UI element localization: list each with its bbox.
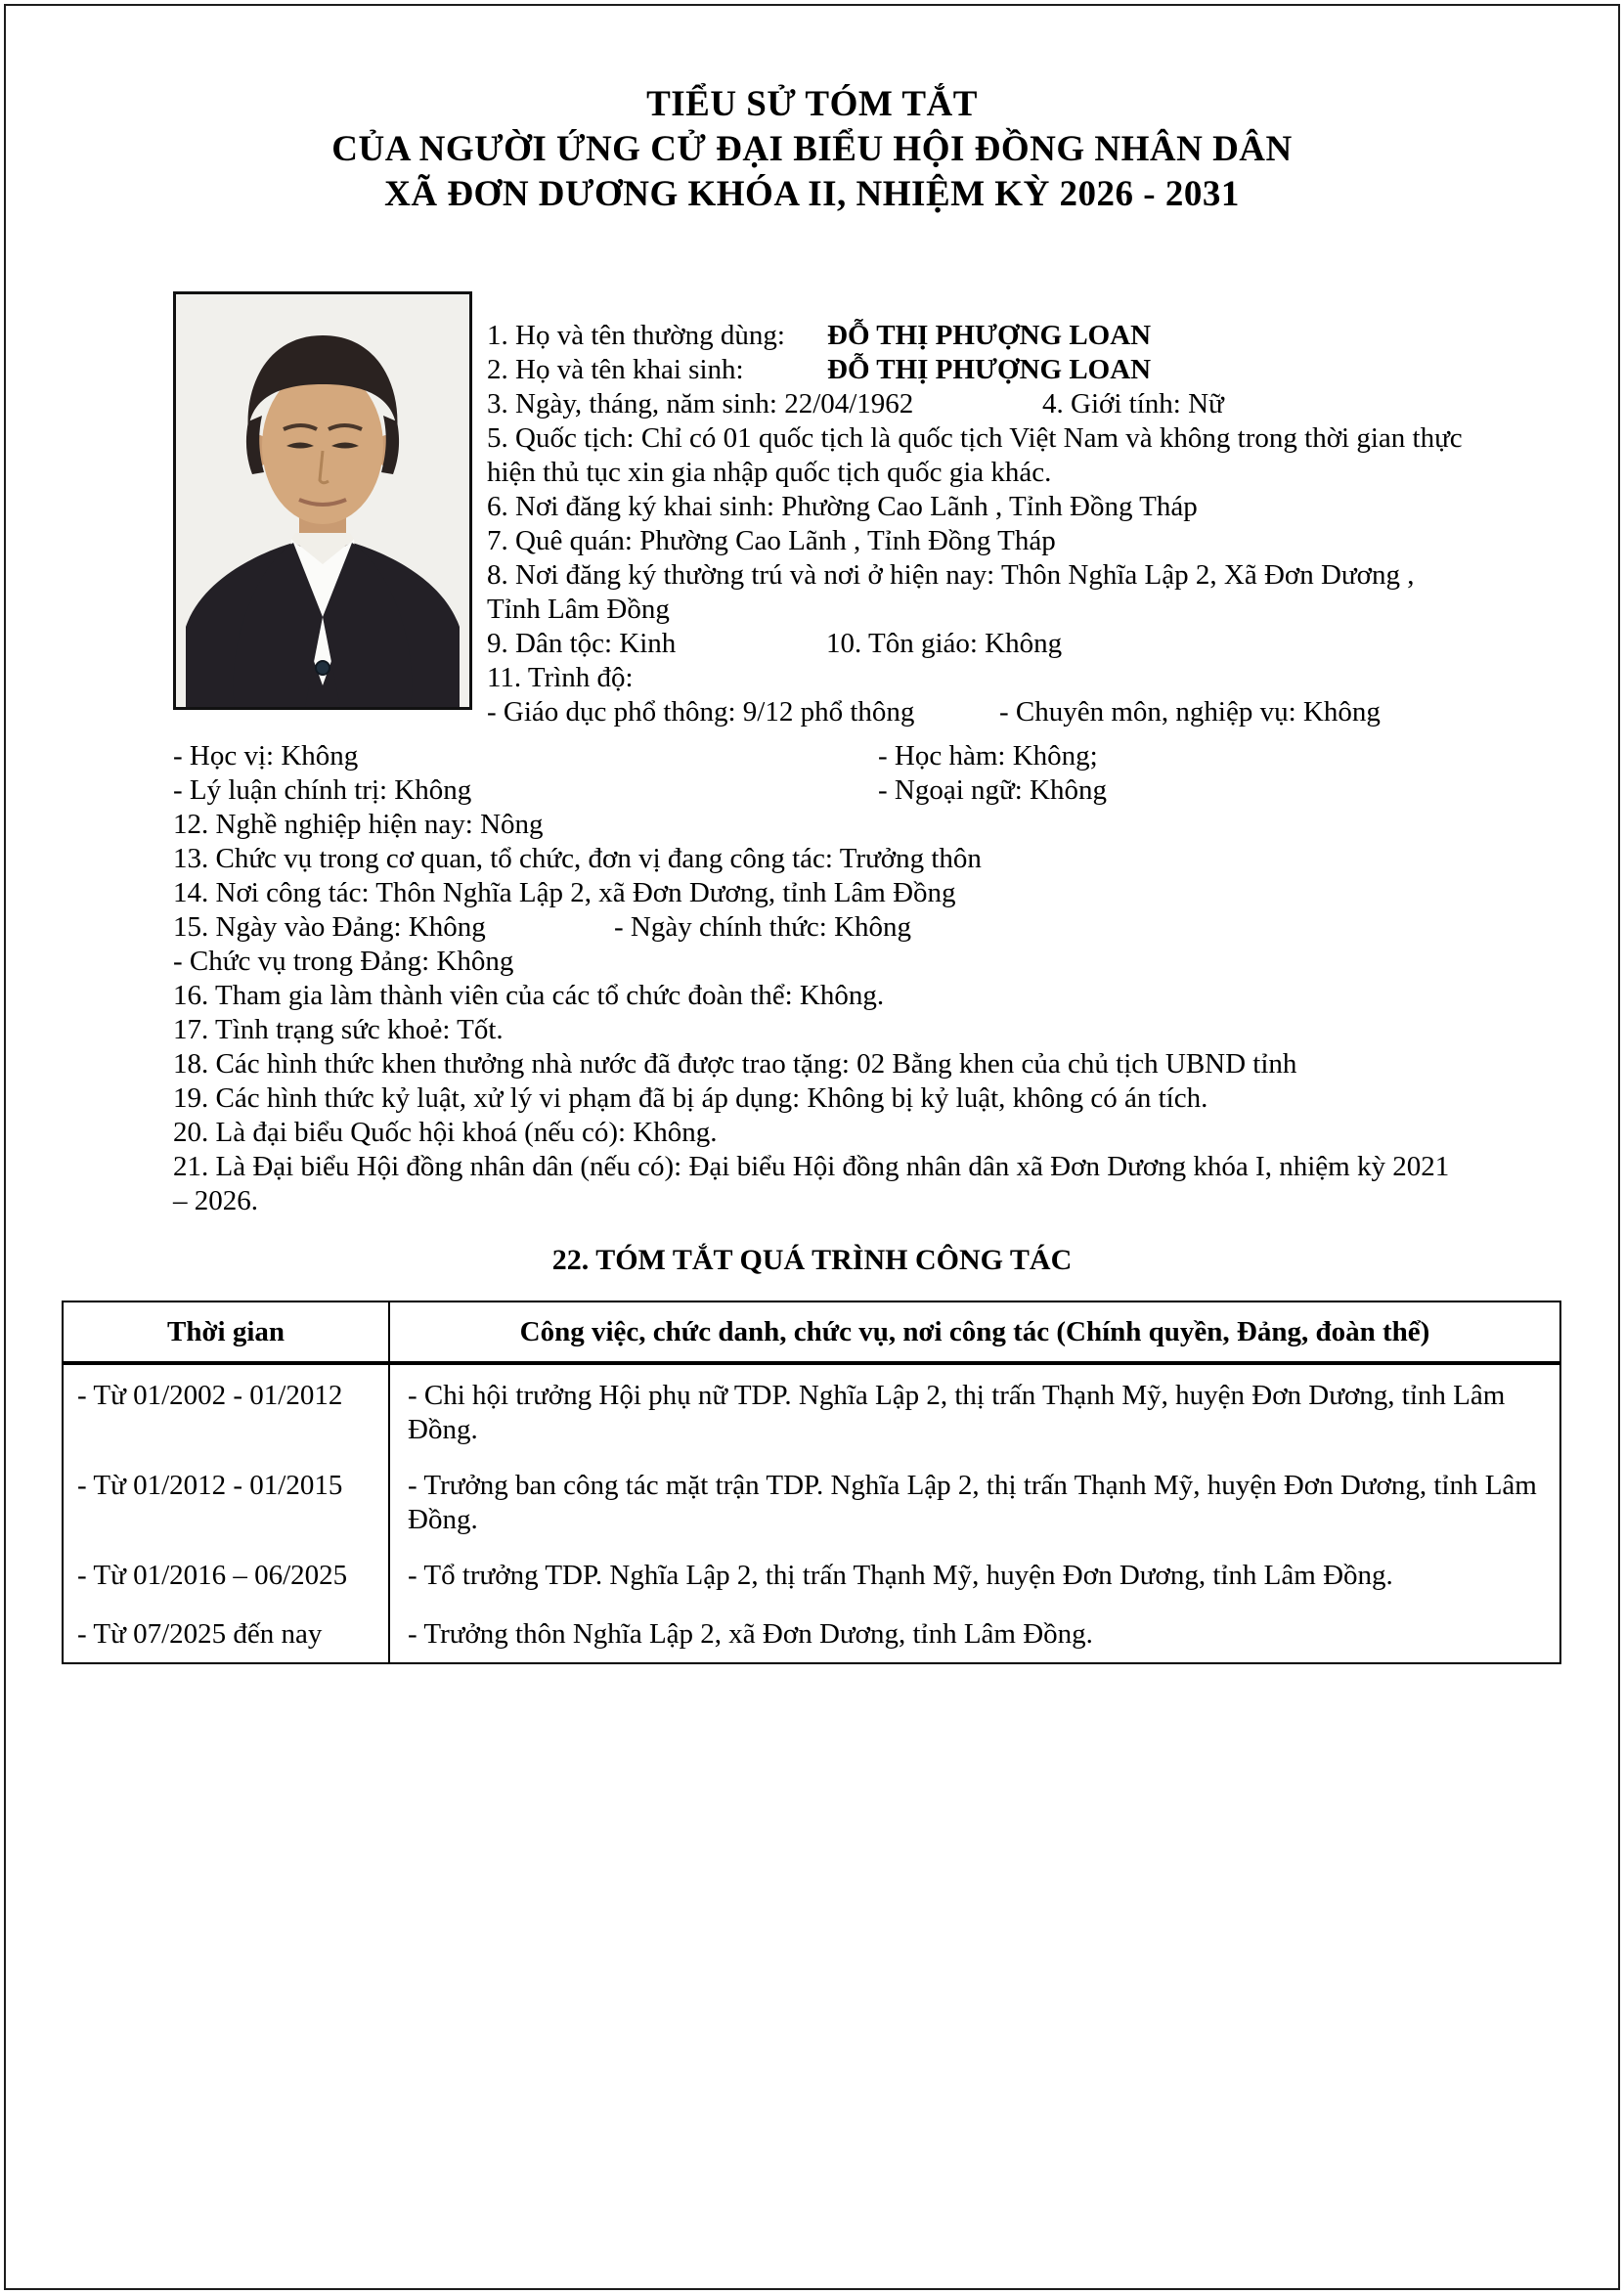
career-row-1-work: - Chi hội trưởng Hội phụ nữ TDP. Nghĩa Lập 2, thị trấn Thạnh Mỹ, huyện Đơn Dương, tỉnh Lâm Đồng. bbox=[389, 1363, 1560, 1455]
career-row-4-work: - Trưởng thôn Nghĩa Lập 2, xã Đơn Dương, tỉnh Lâm Đồng. bbox=[389, 1604, 1560, 1663]
bio-item-2-label: 2. Họ và tên khai sinh: bbox=[487, 354, 744, 385]
bio-item-4: 4. Giới tính: Nữ bbox=[1042, 388, 1224, 419]
bio-item-20: 20. Là đại biểu Quốc hội khoá (nếu có): Không. bbox=[173, 1117, 718, 1148]
portrait-face bbox=[262, 368, 383, 524]
career-section-heading: 22. TÓM TẮT QUÁ TRÌNH CÔNG TÁC bbox=[551, 1244, 1073, 1276]
career-row-1-time: - Từ 01/2002 - 01/2012 bbox=[77, 1380, 343, 1411]
bio-item-1-label: 1. Họ và tên thường dùng: bbox=[487, 320, 785, 351]
bio-item-17: 17. Tình trạng sức khoẻ: Tốt. bbox=[173, 1014, 504, 1045]
bio-item-12: 12. Nghề nghiệp hiện nay: Nông bbox=[173, 809, 544, 840]
bio-item-13: 13. Chức vụ trong cơ quan, tổ chức, đơn vị đang công tác: Trưởng thôn bbox=[173, 843, 982, 874]
bio-degree: - Học vị: Không bbox=[173, 740, 359, 772]
career-row-4 bbox=[63, 1604, 1560, 1663]
career-history-table bbox=[62, 1301, 1561, 1664]
bio-item-6: 6. Nơi đăng ký khai sinh: Phường Cao Lãnh , Tỉnh Đồng Tháp bbox=[487, 491, 1198, 522]
career-row-4-time: - Từ 07/2025 đến nay bbox=[77, 1618, 323, 1650]
bio-item-18: 18. Các hình thức khen thưởng nhà nước đã được trao tặng: 02 Bằng khen của chủ tịch UBND tỉnh bbox=[173, 1048, 1297, 1080]
bio-item-16: 16. Tham gia làm thành viên của các tổ chức đoàn thể: Không. bbox=[173, 980, 885, 1011]
bio-item-1-value: ĐỖ THỊ PHƯỢNG LOAN bbox=[827, 320, 1152, 351]
bio-item-15-party-date: 15. Ngày vào Đảng: Không bbox=[173, 911, 486, 943]
bio-item-3-4 bbox=[487, 387, 1465, 421]
bio-education-line bbox=[487, 695, 1465, 729]
bio-party-position: - Chức vụ trong Đảng: Không bbox=[173, 946, 514, 977]
bio-item-10: 10. Tôn giáo: Không bbox=[826, 628, 1063, 659]
title-line-1: TIỂU SỬ TÓM TẮT bbox=[646, 84, 978, 124]
bio-item-15 bbox=[173, 910, 1465, 945]
career-row-2 bbox=[63, 1455, 1560, 1545]
bio-item-8: 8. Nơi đăng ký thường trú và nơi ở hiện nay: Thôn Nghĩa Lập 2, Xã Đơn Dương , Tỉnh Lâm Đồng bbox=[487, 559, 1415, 625]
bio-political-theory: - Lý luận chính trị: Không bbox=[173, 774, 472, 806]
basic-info-lines bbox=[472, 291, 1465, 729]
bio-section bbox=[173, 291, 1465, 1218]
career-row-3-work: - Tổ trưởng TDP. Nghĩa Lập 2, thị trấn Thạnh Mỹ, huyện Đơn Dương, tỉnh Lâm Đồng. bbox=[389, 1545, 1560, 1604]
title-line-3: XÃ ĐƠN DƯƠNG KHÓA II, NHIỆM KỲ 2026 - 2031 bbox=[384, 174, 1240, 214]
career-row-3 bbox=[63, 1545, 1560, 1604]
bio-item-21: 21. Là Đại biểu Hội đồng nhân dân (nếu có): Đại biểu Hội đồng nhân dân xã Đơn Dương khóa I, nhiệm kỳ 2021 – 2026. bbox=[173, 1151, 1450, 1216]
bio-item-9-10 bbox=[487, 627, 1465, 661]
bio-item-9: 9. Dân tộc: Kinh bbox=[487, 628, 677, 659]
bio-theory-line bbox=[173, 773, 1465, 808]
title-line-2: CỦA NGƯỜI ỨNG CỬ ĐẠI BIỂU HỘI ĐỒNG NHÂN DÂN bbox=[331, 129, 1293, 169]
career-row-2-time: - Từ 01/2012 - 01/2015 bbox=[77, 1470, 343, 1501]
bio-item-11: 11. Trình độ: bbox=[487, 662, 634, 693]
bio-item-2-value: ĐỖ THỊ PHƯỢNG LOAN bbox=[827, 354, 1152, 385]
bio-item-1 bbox=[487, 319, 1465, 353]
bio-item-2 bbox=[487, 353, 1465, 387]
bio-item-15-official-date: - Ngày chính thức: Không bbox=[614, 911, 912, 943]
bio-item-5: 5. Quốc tịch: Chỉ có 01 quốc tịch là quốc tịch Việt Nam và không trong thời gian thực hiện thủ tục xin gia nhập quốc tịch quốc gia khác. bbox=[487, 422, 1463, 488]
career-row-3-time: - Từ 01/2016 – 06/2025 bbox=[77, 1560, 348, 1591]
bio-item-7: 7. Quê quán: Phường Cao Lãnh , Tỉnh Đồng Tháp bbox=[487, 525, 1056, 556]
bio-degree-line bbox=[173, 739, 1465, 773]
photo-and-basic-info-row bbox=[173, 291, 1465, 729]
portrait-button bbox=[316, 661, 329, 675]
bio-edu-general: - Giáo dục phổ thông: 9/12 phổ thông bbox=[487, 696, 915, 728]
bio-academic-rank: - Học hàm: Không; bbox=[878, 740, 1098, 772]
bio-edu-professional: - Chuyên môn, nghiệp vụ: Không bbox=[999, 696, 1381, 728]
candidate-portrait-photo bbox=[173, 291, 472, 710]
bio-item-14: 14. Nơi công tác: Thôn Nghĩa Lập 2, xã Đơn Dương, tỉnh Lâm Đồng bbox=[173, 877, 956, 908]
career-row-2-work: - Trưởng ban công tác mặt trận TDP. Nghĩa Lập 2, thị trấn Thạnh Mỹ, huyện Đơn Dương, tỉnh Lâm Đồng. bbox=[389, 1455, 1560, 1545]
bio-remaining-lines bbox=[173, 739, 1465, 1218]
portrait-photo-image bbox=[176, 294, 469, 707]
career-table-header-row bbox=[63, 1301, 1560, 1363]
career-col-header-work: Công việc, chức danh, chức vụ, nơi công tác (Chính quyền, Đảng, đoàn thể) bbox=[389, 1301, 1560, 1363]
bio-item-19: 19. Các hình thức kỷ luật, xử lý vi phạm đã bị áp dụng: Không bị kỷ luật, không có án tích. bbox=[173, 1082, 1208, 1114]
bio-foreign-language: - Ngoại ngữ: Không bbox=[878, 774, 1107, 806]
document-title bbox=[0, 0, 1624, 217]
career-row-1 bbox=[63, 1363, 1560, 1455]
career-col-header-time: Thời gian bbox=[63, 1301, 389, 1363]
bio-item-3: 3. Ngày, tháng, năm sinh: 22/04/1962 bbox=[487, 388, 914, 419]
